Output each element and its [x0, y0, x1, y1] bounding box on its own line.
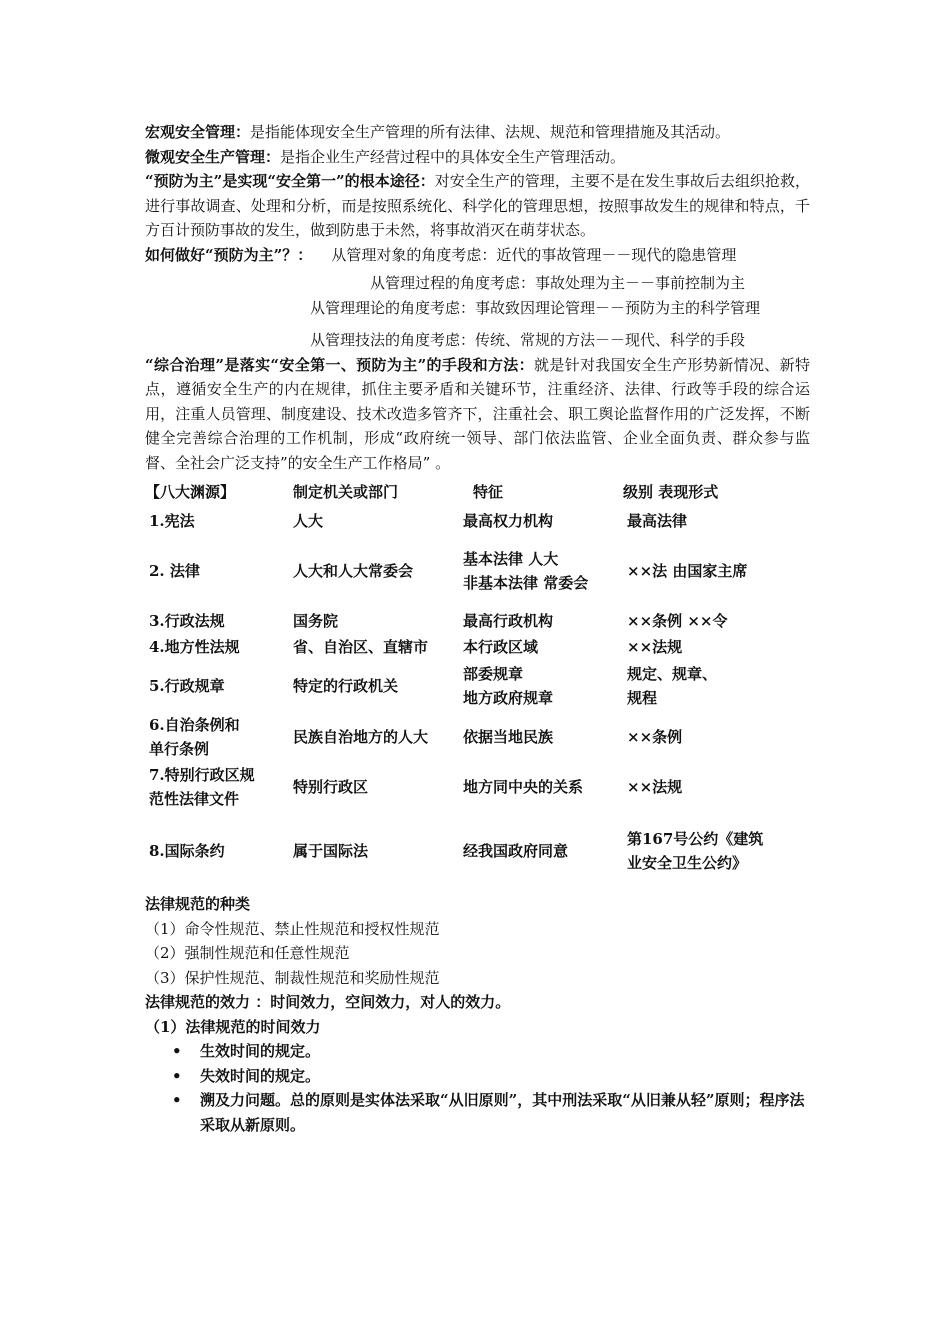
definition: 是指企业生产经营过程中的具体安全生产管理活动。 — [280, 147, 626, 166]
bullet-icon: • — [172, 1091, 182, 1109]
table-cell: 最高权力机构 — [463, 511, 554, 530]
table-cell: ××条例 ××令 — [627, 611, 728, 630]
table-cell: 6.自治条例和 单行条例 — [149, 715, 240, 758]
term: “预防为主”是实现“安全第一”的根本途径： — [145, 172, 435, 190]
paragraph-prevention — [145, 169, 810, 243]
term: 宏观安全管理： — [145, 123, 251, 141]
line-1: 从管理对象的角度考虑：近代的事故管理－－现代的隐患管理 — [331, 245, 737, 264]
header-cell: 特征 — [473, 482, 504, 501]
table-cell: 部委规章 地方政府规章 — [463, 664, 554, 707]
definition: 是指能体现安全生产管理的所有法律、法规、规范和管理措施及其活动。 — [250, 123, 731, 141]
header-cell: 制定机关或部门 — [293, 482, 399, 501]
table-row — [145, 535, 777, 607]
table-cell: 最高行政机构 — [463, 611, 554, 630]
list-item — [172, 1064, 810, 1089]
paragraph-micro-safety — [145, 145, 810, 170]
prevention-line-2: 从管理过程的角度考虑：事故处理为主－－事前控制为主 — [370, 274, 746, 292]
norms-item: （1）命令性规范、禁止性规范和授权性规范 — [145, 919, 440, 938]
table-cell: 基本法律 人大 非基本法律 常委会 — [463, 549, 589, 592]
sources-table — [145, 477, 777, 890]
table-cell: 国务院 — [293, 611, 339, 630]
header-cell: 级别 表现形式 — [623, 482, 719, 501]
prevention-line-3: 从管理理论的角度考虑：事故致因理论管理－－预防为主的科学管理 — [310, 298, 761, 317]
table-cell: 人大 — [293, 511, 324, 530]
table-cell: ××法规 — [627, 638, 683, 657]
norms-item: （2）强制性规范和任意性规范 — [145, 944, 350, 962]
list-item-text: 失效时间的规定。 — [200, 1066, 321, 1085]
table-header — [145, 477, 777, 507]
bullet-icon: • — [172, 1066, 182, 1085]
bullet-icon: • — [172, 1042, 182, 1060]
table-row — [145, 607, 777, 635]
term: “综合治理”是落实“安全第一、预防为主”的手段和方法： — [145, 355, 535, 374]
table-cell: 依据当地民族 — [463, 727, 554, 746]
table-cell: 最高法律 — [627, 511, 688, 530]
table-cell: 2. 法律 — [149, 561, 200, 580]
paragraph-how-prevention — [145, 243, 810, 268]
table-cell: 8.国际条约 — [149, 841, 225, 860]
table-cell: 本行政区域 — [463, 638, 539, 657]
table-cell: 4.地方性法规 — [149, 638, 240, 657]
table-cell: 特别行政区 — [293, 777, 369, 796]
header-cell: 【八大渊源】 — [145, 482, 236, 501]
definition: 对安全生产的管理，主要不是在发生事故后去组织抢救，进行事故调查、处理和分析，而是按照系统化、科学化的管理思想，按照事故发生的规律和特点，千方百计预防事故的发生，做到防患于未然，将事故消灭在萌芽状态。 — [145, 172, 810, 239]
table-row — [145, 660, 777, 712]
list-item — [172, 1039, 810, 1064]
table-cell: 经我国政府同意 — [463, 841, 569, 860]
table-row — [145, 507, 777, 535]
term: 微观安全生产管理： — [145, 147, 281, 166]
table-row — [145, 635, 777, 660]
list-item-text: 生效时间的规定。 — [200, 1042, 321, 1060]
norms-item: （3）保护性规范、制裁性规范和奖励性规范 — [145, 968, 440, 987]
table-cell: 省、自治区、直辖市 — [293, 638, 429, 657]
table-cell: 民族自治地方的人大 — [293, 727, 429, 746]
table-cell: 7.特别行政区规 范性法律文件 — [149, 765, 255, 808]
table-cell: 第167号公约《建筑业安全卫生公约》 — [627, 829, 764, 872]
document-page — [145, 120, 810, 1137]
effect-bullet-list — [145, 1039, 810, 1137]
term: 如何做好“预防为主”？： — [145, 245, 313, 264]
table-cell: 属于国际法 — [293, 841, 369, 860]
table-row — [145, 712, 777, 762]
effect-title: 法律规范的效力 ：时间效力，空间效力，对人的效力。 — [145, 993, 511, 1011]
table-cell: 特定的行政机关 — [293, 676, 399, 695]
table-row — [145, 812, 777, 890]
table-cell: 地方同中央的关系 — [463, 777, 584, 796]
effect-subtitle: （1）法律规范的时间效力 — [145, 1017, 321, 1036]
list-item — [172, 1088, 810, 1137]
paragraph-macro-safety — [145, 120, 810, 145]
list-item-text: 溯及力问题。总的原则是实体法采取“从旧原则”，其中刑法采取“从旧兼从轻”原则；程序法采取从新原则。 — [200, 1091, 805, 1134]
paragraph-comprehensive — [145, 353, 810, 476]
prevention-line-4: 从管理技法的角度考虑：传统、常规的方法－－现代、科学的手段 — [310, 331, 746, 349]
definition: 就是针对我国安全生产形势新情况、新特点，遵循安全生产的内在规律，抓住主要矛盾和关键环节，注重经济、法律、行政等手段的综合运用，注重人员管理、制度建设、技术改造多管齐下，注重社会、职工舆论监督作用的广泛发挥，不断健全完善综合治理的工作机制，形成“政府统一领导、部门依法监管、企业全面负责、群众参与监督、全社会广泛支持”的安全生产工作格局” 。 — [145, 355, 810, 472]
table-cell: ××法规 — [627, 777, 683, 796]
table-cell: 5.行政规章 — [149, 676, 225, 695]
table-cell: 1.宪法 — [149, 511, 195, 530]
table-cell: 规定、规章、 规程 — [627, 664, 718, 707]
norms-title: 法律规范的种类 — [145, 895, 251, 913]
table-cell: ××条例 — [627, 727, 683, 746]
table-cell: ××法 由国家主席 — [627, 561, 748, 580]
table-cell: 3.行政法规 — [149, 611, 225, 630]
table-cell: 人大和人大常委会 — [293, 561, 414, 580]
table-row — [145, 762, 777, 812]
